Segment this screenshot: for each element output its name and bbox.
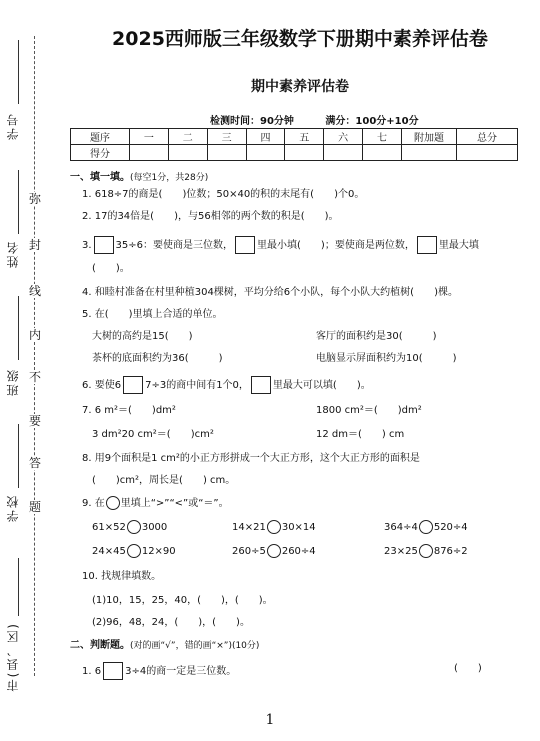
question-text: 9. 在 [82, 498, 105, 509]
compare-right: 260÷4 [281, 546, 316, 557]
compare-item [384, 520, 468, 535]
compare-circle[interactable] [267, 520, 281, 534]
question-6 [82, 376, 371, 394]
compare-right: 876÷2 [433, 546, 468, 557]
judge-answer-1[interactable]: ( ) [454, 663, 482, 674]
answer-box[interactable] [94, 236, 114, 254]
table-row [71, 129, 518, 145]
question-3 [82, 236, 479, 254]
name-label: 姓名 [6, 240, 20, 268]
seal-char: 要 [29, 414, 42, 428]
compare-left: 24×45 [92, 546, 126, 557]
table-row [71, 145, 518, 161]
seal-char: 线 [29, 284, 42, 298]
compare-right: 520÷4 [433, 522, 468, 533]
question-10b: (2)96，48，24，( )，( )。 [92, 617, 250, 628]
compare-left: 23×25 [384, 546, 418, 557]
question-text: 7÷3的商中间有1个0， [145, 380, 249, 391]
school-label: 学校 [6, 494, 20, 522]
question-4: 4. 和睦村准备在村里种植304棵树，平均分给6个小队，每个小队大约植树( )棵。 [82, 287, 458, 298]
name-field[interactable] [18, 170, 19, 234]
table-cell: 七 [363, 129, 402, 145]
question-text: 里最小填( )；要使商是两位数， [257, 240, 415, 251]
city-label: 市(县、区) [6, 622, 20, 692]
compare-item [92, 520, 167, 535]
compare-right: 12×90 [141, 546, 176, 557]
section-title: 二、判断题。 [70, 640, 130, 651]
table-cell: 一 [130, 129, 169, 145]
page-title: 2025西师版三年级数学下册期中素养评估卷 [112, 28, 488, 50]
seal-char: 内 [29, 328, 42, 342]
question-text: 1. 6 [82, 666, 102, 677]
question-8-cont: ( )cm²，周长是( ) cm。 [92, 475, 236, 486]
compare-item [384, 544, 468, 559]
question-3-cont: ( )。 [92, 263, 130, 274]
seal-char: 题 [29, 500, 42, 514]
binding-margin [0, 0, 68, 741]
student-id-label: 学号 [6, 112, 20, 140]
score-cell[interactable] [285, 145, 324, 161]
compare-item [232, 544, 316, 559]
answer-box[interactable] [103, 662, 123, 680]
page-subtitle: 期中素养评估卷 [251, 79, 349, 95]
circle-icon [106, 496, 120, 510]
table-cell: 五 [285, 129, 324, 145]
score-cell[interactable] [207, 145, 246, 161]
table-cell: 附加题 [402, 129, 457, 145]
question-text: 里填上“>”“<”或“＝”。 [120, 498, 229, 509]
question-1: 1. 618÷7的商是( )位数；50×40的积的末尾有( )个0。 [82, 189, 365, 200]
compare-left: 14×21 [232, 522, 266, 533]
answer-box[interactable] [251, 376, 271, 394]
answer-box[interactable] [417, 236, 437, 254]
seal-char: 不 [29, 370, 42, 384]
question-5c: 茶杯的底面积约为36( ) [92, 353, 223, 364]
score-cell[interactable] [324, 145, 363, 161]
question-7b: 1800 cm²＝( )dm² [316, 405, 422, 416]
question-5b: 客厅的面积约是30( ) [316, 331, 437, 342]
compare-item [232, 520, 316, 535]
table-cell: 总分 [457, 129, 518, 145]
answer-box[interactable] [123, 376, 143, 394]
question-text: 里最大可以填( )。 [272, 380, 371, 391]
compare-left: 61×52 [92, 522, 126, 533]
question-5d: 电脑显示屏面积约为10( ) [316, 353, 457, 364]
judge-question-1 [82, 662, 236, 680]
table-cell: 得分 [71, 145, 130, 161]
seal-char: 答 [29, 456, 42, 470]
section-note: (对的画“√”，错的画“×”)(10分) [130, 641, 260, 651]
question-10: 10. 找规律填数。 [82, 571, 162, 582]
section-note: (每空1分，共28分) [130, 173, 209, 183]
seal-char: 弥 [29, 192, 42, 206]
score-cell[interactable] [402, 145, 457, 161]
table-cell: 题序 [71, 129, 130, 145]
school-field[interactable] [18, 424, 19, 488]
section-1-heading [70, 168, 208, 183]
question-7a: 7. 6 m²＝( )dm² [82, 405, 176, 416]
question-text: 3÷4的商一定是三位数。 [125, 666, 237, 677]
section-title: 一、填一填。 [70, 172, 130, 183]
exam-time: 检测时间：90分钟 [210, 116, 294, 127]
question-2: 2. 17的34倍是( )，与56相邻的两个数的积是( )。 [82, 211, 339, 222]
score-cell[interactable] [363, 145, 402, 161]
table-cell: 四 [246, 129, 285, 145]
question-text: 35÷6：要使商是三位数， [115, 240, 234, 251]
score-cell[interactable] [168, 145, 207, 161]
question-text: 6. 要使6 [82, 380, 122, 391]
question-9 [82, 496, 229, 511]
student-id-field[interactable] [18, 40, 19, 104]
exam-paper [70, 0, 530, 741]
compare-item [92, 544, 176, 559]
score-table [70, 128, 518, 161]
table-cell: 六 [324, 129, 363, 145]
cut-line [34, 36, 35, 676]
class-field[interactable] [18, 296, 19, 360]
compare-left: 260÷5 [232, 546, 266, 557]
question-7d: 12 dm＝( ) cm [316, 429, 405, 440]
compare-circle[interactable] [419, 544, 433, 558]
question-7c: 3 dm²20 cm²＝( )cm² [92, 429, 214, 440]
question-5: 5. 在( )里填上合适的单位。 [82, 309, 223, 320]
table-cell: 二 [168, 129, 207, 145]
compare-circle[interactable] [127, 544, 141, 558]
compare-right: 3000 [141, 522, 168, 533]
question-8: 8. 用9个面积是1 cm²的小正方形拼成一个大正方形，这个大正方形的面积是 [82, 453, 420, 464]
compare-circle[interactable] [419, 520, 433, 534]
city-field[interactable] [18, 558, 19, 616]
compare-right: 30×14 [281, 522, 316, 533]
exam-info [210, 112, 447, 127]
table-cell: 三 [207, 129, 246, 145]
score-cell[interactable] [130, 145, 169, 161]
compare-circle[interactable] [267, 544, 281, 558]
score-cell[interactable] [457, 145, 518, 161]
compare-left: 364÷4 [384, 522, 418, 533]
question-text: 里最大填 [438, 240, 479, 251]
exam-score: 满分：100分+10分 [325, 116, 419, 127]
question-10a: (1)10，15，25，40，( )，( )。 [92, 595, 273, 606]
answer-box[interactable] [235, 236, 255, 254]
page-number: 1 [265, 712, 275, 728]
score-cell[interactable] [246, 145, 285, 161]
question-number: 3. [82, 240, 92, 251]
section-2-heading [70, 636, 259, 651]
class-label: 班级 [6, 368, 20, 396]
seal-char: 封 [29, 238, 42, 252]
compare-circle[interactable] [127, 520, 141, 534]
question-5a: 大树的高约是15( ) [92, 331, 193, 342]
